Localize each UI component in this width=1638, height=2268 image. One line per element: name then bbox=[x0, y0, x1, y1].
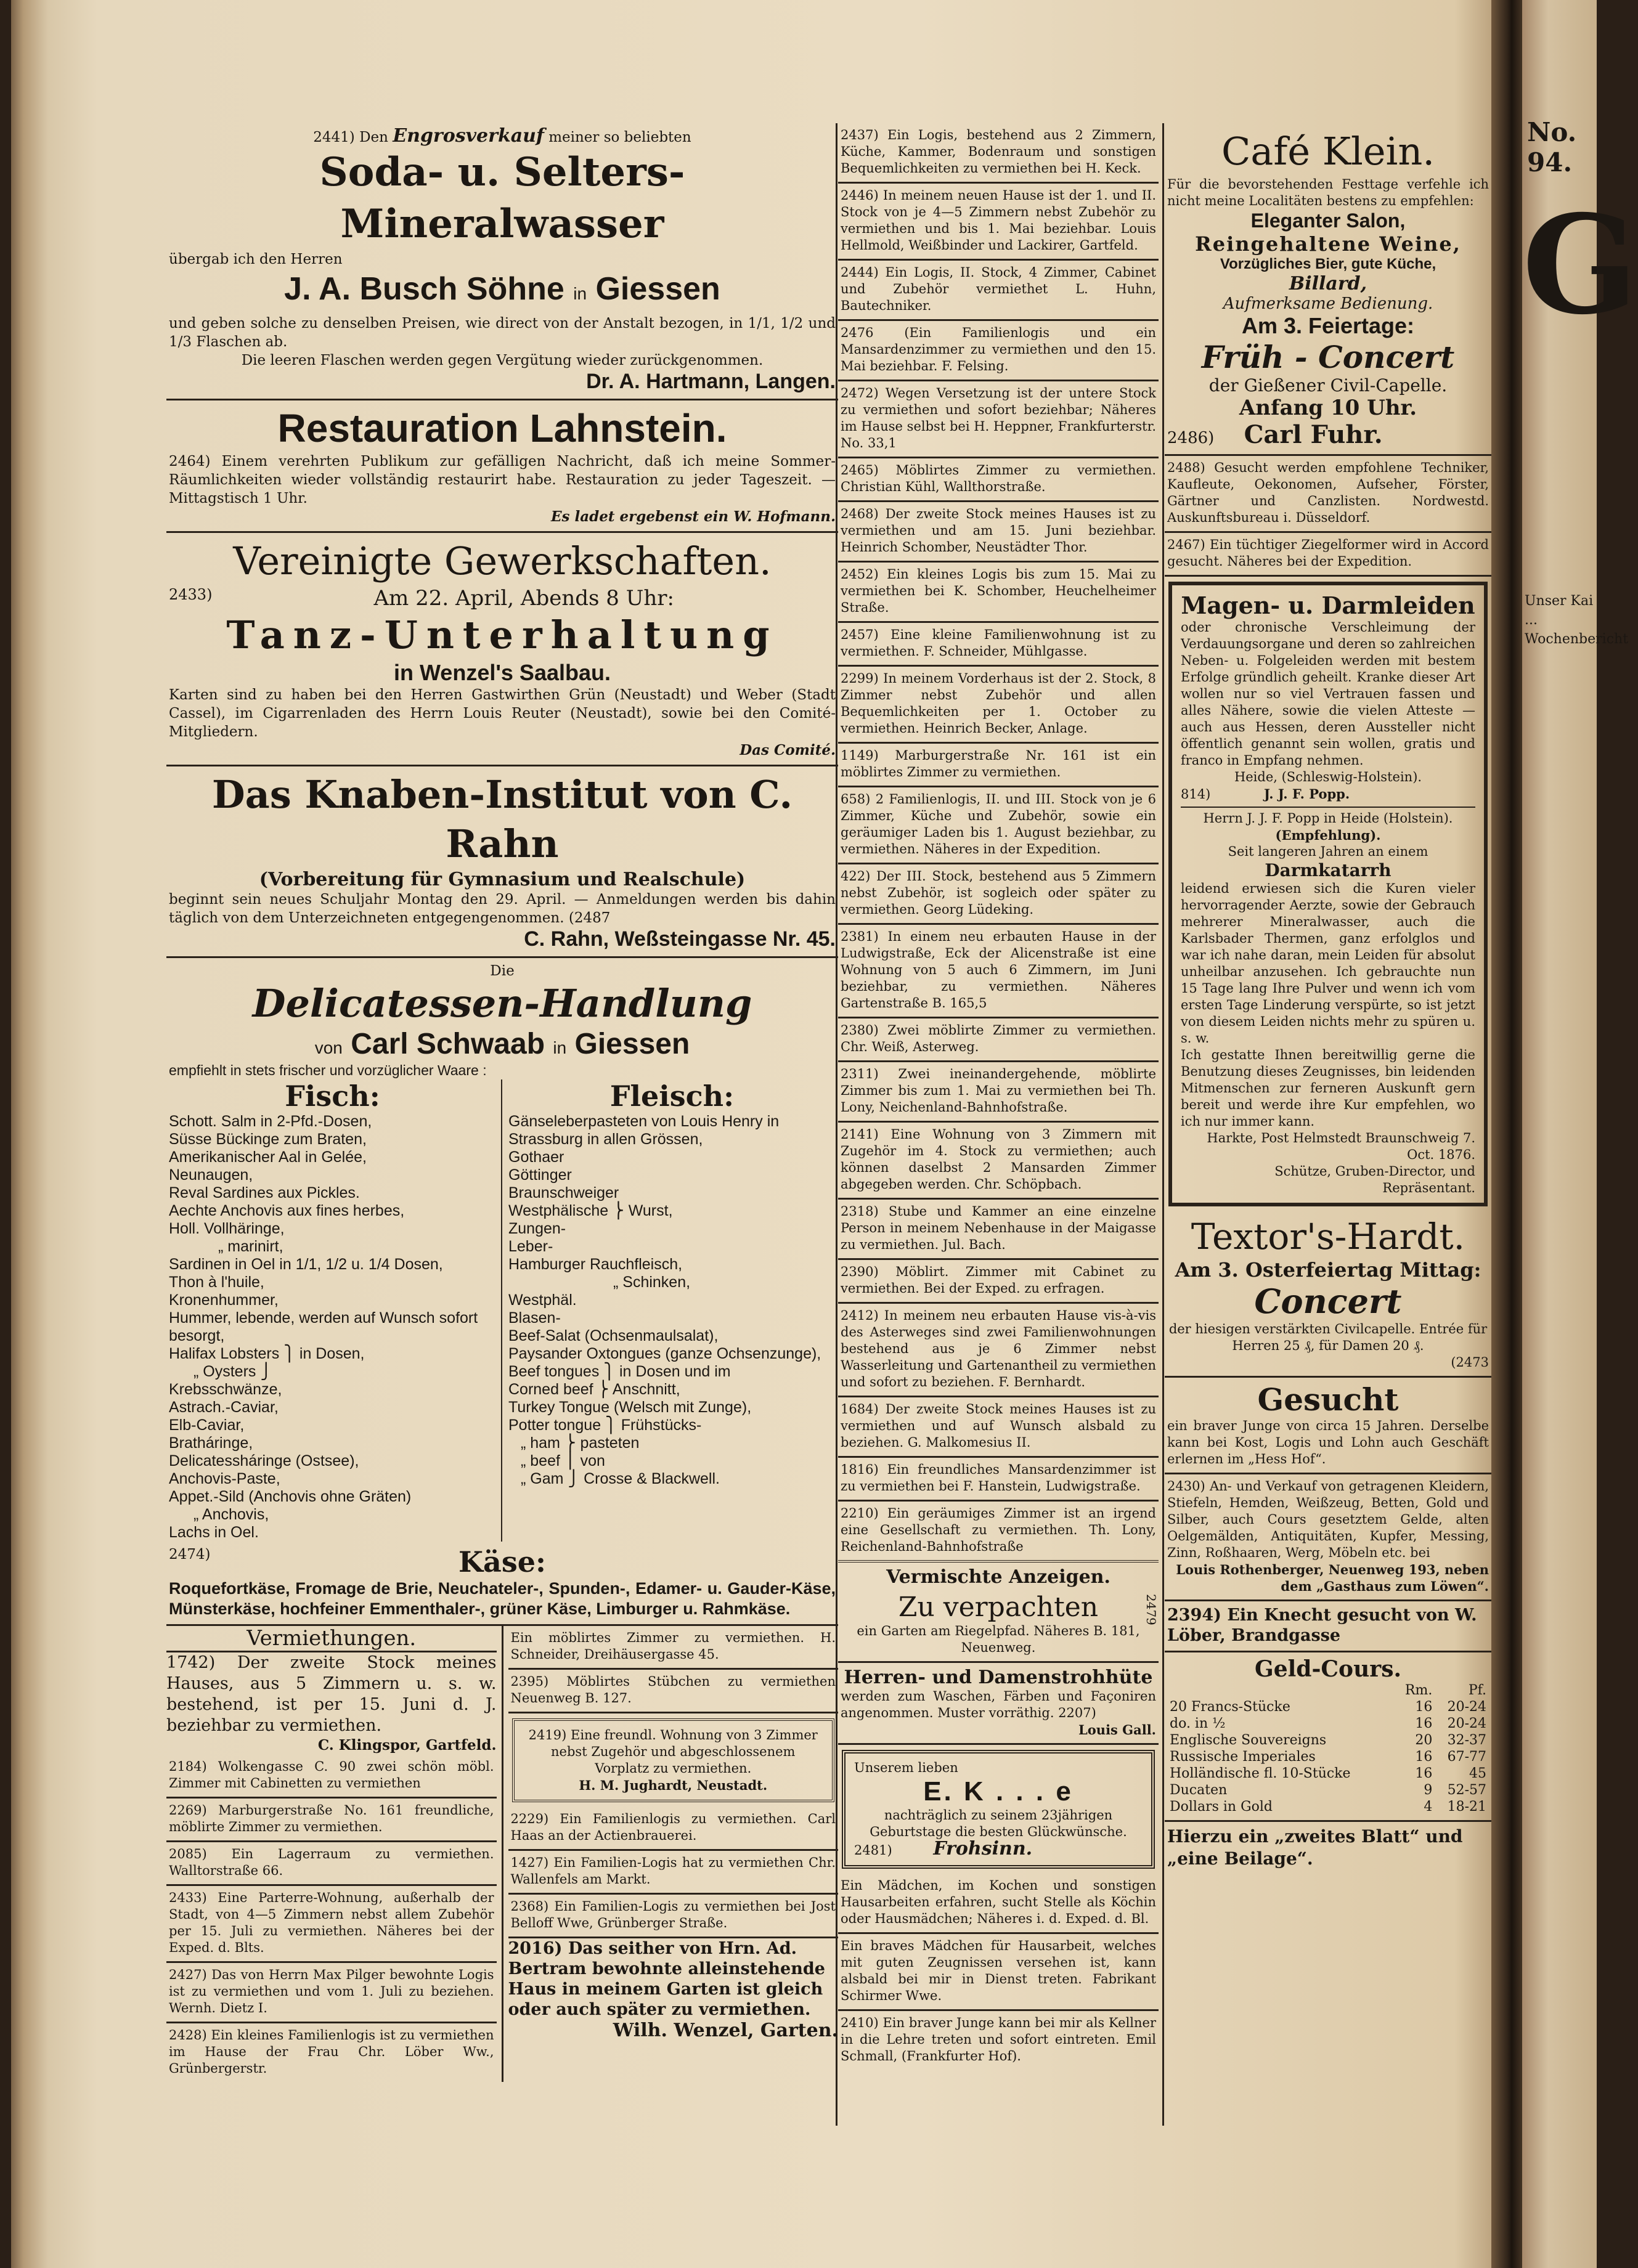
list-item: Braunschweiger bbox=[508, 1184, 619, 1201]
ad-text: Herrn J. J. F. Popp in Heide (Holstein). bbox=[1181, 807, 1475, 827]
mark-value: 9 bbox=[1424, 1782, 1433, 1798]
classified-ad: 2437) Ein Logis, bestehend aus 2 Zimmern, Küche, Kammer, Bodenraum und sonstigen Bequemlichkeiten zu vermiethen bei H. Keck. bbox=[838, 123, 1159, 184]
coin: Russische Imperiales bbox=[1170, 1749, 1316, 1765]
classified-ad: 658) 2 Familienlogis, II. und III. Stock von je 6 Zimmer, Küche und Zubehör, sowie ein geräumiger Laden bis 1. August beziehbar, zu vermiethen. Näheres in der Expedition. bbox=[838, 787, 1159, 864]
rental-ad: 2419) Eine freundl. Wohnung von 3 Zimmer nebst Zugehör und abgeschlossenem Vorplatz zu vermiethen. bbox=[528, 1728, 818, 1776]
list-item: Amerikanischer Aal in Gelée, bbox=[169, 1148, 367, 1166]
die-word: Die bbox=[490, 963, 515, 979]
fish-items bbox=[169, 1113, 496, 1542]
ad-cafe-klein bbox=[1165, 123, 1491, 456]
list-item: Astrach.-Caviar, bbox=[169, 1399, 279, 1416]
ad-signature: C. Rahn, Weßsteingasse Nr. 45. bbox=[524, 927, 836, 951]
ad-headline: Das Knaben-Institut von C. Rahn bbox=[211, 772, 793, 866]
mark-value: 16 bbox=[1415, 1766, 1433, 1781]
rental-ad: 2395) Möblirtes Stübchen zu vermiethen Neuenweg B. 127. bbox=[508, 1670, 839, 1713]
ad-text: 2430) An- und Verkauf von getragenen Kleidern, Stiefeln, Hemden, Weißzeug, Betten, Gold und Silber, auch Cours gesetztem Gelde, alten Oelgemälden, Antiquitäten, Kupfer, Messing, Zinn, Roßhaaren, Werg, Möbeln etc. bei bbox=[1167, 1479, 1489, 1560]
ad-signature: Das Comité. bbox=[740, 742, 836, 758]
list-item: „ Gam ⎭ Crosse & Blackwell. bbox=[521, 1470, 720, 1487]
next-page-text: Unser Kai ... Wochenbericht bbox=[1525, 593, 1629, 647]
classified-ad: 2444) Ein Logis, II. Stock, 4 Zimmer, Cabinet und Zubehör vermiethet L. Huhn, Bautechniker. bbox=[838, 261, 1159, 321]
mark-value: 20 bbox=[1415, 1733, 1433, 1748]
list-item: Zungen- bbox=[508, 1220, 566, 1237]
coin: Ducaten bbox=[1170, 1782, 1228, 1798]
list-item: Gothaer bbox=[508, 1148, 564, 1166]
list-item: Lachs in Oel. bbox=[169, 1524, 259, 1541]
classified-ad: Ein Mädchen, im Kochen und sonstigen Hausarbeiten erfahren, sucht Stelle als Köchin oder Hausmädchen; Näheres i. d. Exped. d. Bl. bbox=[838, 1874, 1159, 1934]
pf-value: 18-21 bbox=[1447, 1799, 1486, 1815]
ad-signature: Carl Fuhr. bbox=[1244, 420, 1383, 449]
rentals-right bbox=[503, 1626, 839, 2082]
ad-text: werden zum Waschen, Färben und Façoniren angenommen. Muster vorräthig. 2207) bbox=[841, 1689, 1156, 1720]
ad-1742: 1742) Der zweite Stock meines Hauses, aus 5 Zimmern u. s. w. bestehend, ist per 15. Juni d. J. beziehbar zu vermiethen. bbox=[166, 1653, 497, 1735]
list-item: Leber- bbox=[508, 1238, 553, 1255]
ad-text: leidend erwiesen sich die Kuren vieler hervorragender Aerzte, sowie der Gebrauch mehrerer Mineralwasser, auch die Karlsbader Thermen, ganz erfolglos und war ich nahe daran, mein Leiden für absolut unheilbar anzusehen. Ich gebrauchte nun 15 Tage lang Ihre Pulver und wenn ich vom ersten Tage Linderung verspürte, so ist jetzt von diesem Leiden nichts mehr zu spüren u. s. w. bbox=[1181, 881, 1475, 1046]
list-item: Beef tongues ⎫ in Dosen und im bbox=[508, 1363, 731, 1380]
rental-ad: 2184) Wolkengasse C. 90 zwei schön möbl. Zimmer mit Cabinetten zu vermiethen bbox=[166, 1755, 497, 1799]
rental-ad: Ein möblirtes Zimmer zu vermiethen. H. Schneider, Dreihäusergasse 45. bbox=[508, 1626, 839, 1670]
ad-headline: Herren- und Damenstrohhüte bbox=[844, 1667, 1153, 1688]
pf-value: 32-37 bbox=[1447, 1733, 1486, 1748]
list-item: „ ham ⎬ pasteten bbox=[521, 1434, 640, 1452]
ad-number: 2433) bbox=[169, 586, 213, 603]
section-heading: Vermischte Anzeigen. bbox=[886, 1566, 1110, 1588]
coin: Dollars in Gold bbox=[1170, 1799, 1273, 1815]
table-row bbox=[1167, 1715, 1489, 1732]
ad-signature: C. Klingspor, Gartfeld. bbox=[317, 1737, 497, 1754]
city: Giessen bbox=[595, 271, 720, 307]
list-item: Potter tongue ⎫ Frühstücks- bbox=[508, 1416, 702, 1434]
list-item: Halifax Lobsters ⎫ in Dosen, bbox=[169, 1345, 365, 1362]
fish-heading: Fisch: bbox=[285, 1079, 380, 1113]
classified-ad: 2412) In meinem neu erbauten Hause vis-à-vis des Asterweges sind zwei Familienwohnungen bestehend aus je 6 Zimmer nebst Wasserleitung und Gartenantheil zu vermiethen und sofort zu beziehen. F. Bernhardt. bbox=[838, 1304, 1159, 1397]
mark-value: 16 bbox=[1415, 1699, 1433, 1715]
city: Giessen bbox=[574, 1028, 690, 1060]
list-item: Süsse Bückinge zum Braten, bbox=[169, 1131, 367, 1148]
next-page-initial: G bbox=[1522, 185, 1638, 344]
box-text: nachträglich zu seinem 23jährigen Geburtstage die besten Glückwünsche. bbox=[870, 1808, 1127, 1839]
list-item: Thon à l'huile, bbox=[169, 1274, 264, 1291]
list-item: „ Schinken, bbox=[613, 1274, 691, 1291]
cafe-line: Reingehaltene Weine, bbox=[1195, 232, 1461, 256]
ad-2430 bbox=[1165, 1474, 1491, 1601]
classified-ad: 1684) Der zweite Stock meines Hauses ist zu vermiethen und auf Wunsch alsbald zu beziehen. G. Malkomesius II. bbox=[838, 1397, 1159, 1458]
ad-text: übergab ich den Herren bbox=[169, 251, 343, 267]
ad-2487 bbox=[166, 766, 838, 958]
ad-text: empfiehlt in stets frischer und vorzüglicher Waare : bbox=[169, 1062, 487, 1078]
ad-headline: Magen- u. Darmleiden bbox=[1181, 591, 1475, 619]
list-item: Hamburger Rauchfleisch, bbox=[508, 1256, 683, 1273]
ad-text: ein Garten am Riegelpfad. Näheres B. 181, Neuenweg. bbox=[857, 1624, 1140, 1655]
ad-2464 bbox=[166, 400, 838, 533]
ad-number: 2474) bbox=[169, 1547, 211, 1563]
list-item: „ Oysters ⎭ bbox=[194, 1363, 272, 1380]
cheese-heading: Käse: bbox=[458, 1545, 546, 1579]
ad-text: Harkte, Post Helmstedt Braunschweig 7. Oct. 1876. bbox=[1207, 1131, 1475, 1162]
ad-gesucht bbox=[1165, 1378, 1491, 1474]
cafe-line: Eleganter Salon, bbox=[1250, 209, 1406, 232]
rental-ad: 2229) Ein Familienlogis zu vermiethen. Carl Haas an der Actienbrauerei. bbox=[508, 1807, 839, 1851]
von-word: von bbox=[314, 1038, 343, 1057]
rentals-heading: Vermiethungen. bbox=[166, 1626, 497, 1652]
ad-headline: Vereinigte Gewerkschaften. bbox=[233, 539, 772, 583]
classified-ad: 2410) Ein braver Junge kann bei mir als Kellner in die Lehre treten und sofort eintreten. Emil Schmall, (Frankfurter Hof). bbox=[841, 2015, 1156, 2063]
ad-text: oder chronische Verschleimung der Verdauungsorgane und deren so zahlreichen Neben- u. Folgeleiden werden mit bestem Erfolge gründlich geheilt. Kranke dieser Art wollen nur so viel Vertrauen fassen und alles Nähere, sowie die vielen Atteste — auch aus Hessen, deren Aussteller nicht öffentlich genannt sein wollen, gratis und franco in Empfang nehmen. bbox=[1181, 620, 1475, 768]
classified-ad: 2299) In meinem Vorderhaus ist der 2. Stock, 8 Zimmer nebst Zubehör und allen Bequemlichkeiten per 1. October zu vermiethen. Heinrich Becker, Anlage. bbox=[838, 667, 1159, 744]
rental-ad: 2085) Ein Lagerraum zu vermiethen. Walltorstraße 66. bbox=[166, 1842, 497, 1886]
rental-ad: 2428) Ein kleines Familienlogis ist zu vermiethen im Hause der Frau Chr. Löber Ww., Grünbergerstr. bbox=[169, 2028, 494, 2076]
mark-value: 16 bbox=[1415, 1749, 1433, 1765]
classified-ad: 422) Der III. Stock, bestehend aus 5 Zimmern nebst Zubehör, ist sogleich oder später zu vermiethen. Georg Lüdeking. bbox=[838, 864, 1159, 925]
ad-2441 bbox=[166, 123, 838, 400]
cafe-line: Vorzügliches Bier, gute Küche, bbox=[1220, 256, 1436, 272]
event-date: Am 22. April, Abends 8 Uhr: bbox=[373, 586, 674, 611]
ad-text: Ich gestatte Ihnen bereitwillig gerne die Benutzung dieses Zeugnisses, bin leidenden Mitmenschen zur ferneren Auskunft gern bereit und werde ihre Kur empfehlen, wo ich nur immer kann. bbox=[1181, 1047, 1475, 1129]
list-item: Bratháringe, bbox=[169, 1434, 253, 1452]
ad-2433 bbox=[166, 533, 838, 766]
ad-signature: Frohsinn. bbox=[933, 1838, 1033, 1860]
column-1 bbox=[166, 123, 838, 2082]
rental-ad: 2433) Eine Parterre-Wohnung, außerhalb der Stadt, von 4—5 Zimmern nebst allem Zubehör per 15. Juli zu vermiethen. Näheres bei der Exped. d. Blts. bbox=[166, 1886, 497, 1963]
ad-number: 2481) bbox=[854, 1843, 892, 1858]
ad-concert: Concert bbox=[1254, 1282, 1402, 1321]
ad-text: (Empfehlung). bbox=[1275, 827, 1381, 843]
ad-signature: Louis Gall. bbox=[1078, 1722, 1156, 1738]
ad-text: Die leeren Flaschen werden gegen Vergütung wieder zurückgenommen. bbox=[241, 352, 764, 368]
ad-text: Darmkatarrh bbox=[1265, 860, 1391, 880]
list-item: Neunaugen, bbox=[169, 1166, 253, 1184]
rental-box-2419 bbox=[512, 1718, 835, 1802]
pf-value: 45 bbox=[1469, 1766, 1486, 1781]
pf-value: 20-24 bbox=[1447, 1699, 1486, 1715]
pf-value: 20-24 bbox=[1447, 1716, 1486, 1731]
ad-headline: Gesucht bbox=[1257, 1381, 1399, 1418]
box-text: Unserem lieben bbox=[854, 1760, 958, 1775]
rentals-block bbox=[166, 1626, 838, 2082]
coin: do. in ½ bbox=[1170, 1716, 1226, 1731]
ad-signature: Es ladet ergebenst ein W. Hofmann. bbox=[551, 508, 836, 525]
list-item: Aechte Anchovis aux fines herbes, bbox=[169, 1202, 405, 1219]
ad-number: 2441) Den bbox=[313, 129, 388, 145]
meat-items bbox=[508, 1113, 836, 1488]
ad-signature: H. M. Jughardt, Neustadt. bbox=[579, 1778, 768, 1793]
cafe-line: Anfang 10 Uhr. bbox=[1239, 396, 1417, 420]
next-page-edge bbox=[1522, 0, 1638, 2268]
table-row bbox=[1167, 1799, 1489, 1815]
list-item: Westphälische ⎬ Wurst, bbox=[508, 1202, 673, 1219]
rentals-left bbox=[166, 1626, 503, 2082]
classified-ad: 2390) Möblirt. Zimmer mit Cabinet zu vermiethen. Bei der Exped. zu erfragen. bbox=[838, 1260, 1159, 1304]
pf-value: 67-77 bbox=[1447, 1749, 1486, 1765]
column-2 bbox=[838, 123, 1159, 2070]
list-item: Appet.-Sild (Anchovis ohne Gräten) bbox=[169, 1488, 412, 1505]
classified-ad: 2465) Möblirtes Zimmer zu vermiethen. Christian Kühl, Wallthorstraße. bbox=[838, 458, 1159, 502]
classified-ad: 2476 (Ein Familienlogis und ein Mansardenzimmer zu vermiethen und den 15. Mai beziehbar. F. Felsing. bbox=[838, 321, 1159, 381]
ad-text: der hiesigen verstärkten Civilcapelle. Entrée für Herren 25 ₰, für Damen 20 ₰. bbox=[1168, 1322, 1488, 1353]
classified-ad: 2318) Stube und Kammer an eine einzelne Person in meinem Nebenhause in der Maigasse zu vermiethen. Jul. Bach. bbox=[838, 1200, 1159, 1260]
classified-ad: 2210) Ein geräumiges Zimmer ist an irgend eine Gesellschaft zu vermiethen. Th. Lony, Reichenland-Bahnhofstraße bbox=[838, 1502, 1159, 1563]
list-item: „ Anchovis, bbox=[194, 1506, 269, 1523]
classified-ad: 2472) Wegen Versetzung ist der untere Stock zu vermiethen und sofort beziehbar; Näheres im Hause selbst bei H. Heppner, Frankfurterstr. No. 33,1 bbox=[838, 381, 1159, 458]
table-row bbox=[1167, 1782, 1489, 1799]
ad-headline: Zu verpachten bbox=[898, 1591, 1099, 1623]
list-item: Paysander Oxtongues (ganze Ochsenzunge), bbox=[508, 1345, 821, 1362]
ad-2394: 2394) Ein Knecht gesucht von W. Löber, Brandgasse bbox=[1165, 1601, 1491, 1652]
classified-ad: 2468) Der zweite Stock meines Hauses ist zu vermiethen und am 15. Juni beziehbar. Heinrich Schomber, Neustädter Thor. bbox=[838, 502, 1159, 563]
meat-heading: Fleisch: bbox=[609, 1079, 735, 1113]
ad-signature: Dr. A. Hartmann, Langen. bbox=[586, 370, 836, 393]
ad-2479 bbox=[838, 1588, 1159, 1663]
list-item: Göttinger bbox=[508, 1166, 572, 1184]
rental-ad: 2269) Marburgerstraße No. 161 freundliche, möblirte Zimmer zu vermiethen. bbox=[166, 1799, 497, 1842]
ad-text: meiner so beliebten bbox=[548, 129, 691, 145]
rental-ad: 2368) Ein Familien-Logis zu vermiethen bei Jost Belloff Wwe, Grünberger Straße. bbox=[508, 1895, 839, 1938]
cheese-text: Roquefortkäse, Fromage de Brie, Neuchateler-, Spunden-, Edamer- u. Gauder-Käse, Münsterkäse, hochfeiner Emmenthaler-, grüner Käse, Limburger u. Rahmkäse. bbox=[169, 1579, 836, 1618]
cafe-line: Am 3. Feiertage: bbox=[1241, 313, 1415, 338]
cafe-line: Aufmerksame Bedienung. bbox=[1223, 295, 1433, 313]
list-item: „ beef ⎪ von bbox=[521, 1452, 605, 1469]
rental-ad: 2016) Das seither von Hrn. Ad. Bertram bewohnte alleinstehende Haus in meinem Garten ist gleich oder auch später zu vermiethen. bbox=[508, 1939, 825, 2019]
box-name: E. K . . . e bbox=[923, 1776, 1074, 1807]
classified-ad: 2446) In meinem neuen Hause ist der 1. und II. Stock von je 4—5 Zimmern nebst Zubehör zu vermiethen und bis 1. Mai beziehbar. Louis Hellmold, Weißbinder und Lackirer, Gartfeld. bbox=[838, 184, 1159, 261]
ad-text: und geben solche zu denselben Preisen, wie direct von der Anstalt bezogen, in 1/1, 1/2 und 1/3 Flaschen ab. bbox=[169, 315, 836, 350]
classified-ad: 2452) Ein kleines Logis bis zum 15. Mai zu vermiethen bei K. Schomber, Heuchelheimer Straße. bbox=[838, 563, 1159, 623]
ad-signature: Louis Rothenberger, Neuenweg 193, neben dem „Gasthaus zum Löwen“. bbox=[1176, 1562, 1489, 1594]
ad-number: 814) bbox=[1181, 787, 1211, 802]
firm-name: J. A. Busch Söhne bbox=[284, 271, 564, 307]
event-place: in Wenzel's Saalbau. bbox=[393, 660, 611, 685]
coin: Englische Souvereigns bbox=[1170, 1733, 1327, 1748]
table-row bbox=[1167, 1732, 1489, 1749]
list-item: Blasen- bbox=[508, 1309, 561, 1327]
table-row bbox=[1167, 1749, 1489, 1765]
column-rule-2 bbox=[1162, 123, 1164, 2126]
list-item: Kronenhummer, bbox=[169, 1291, 279, 1309]
list-item: Schott. Salm in 2-Pfd.-Dosen, bbox=[169, 1113, 372, 1130]
ad-text: ein braver Junge von circa 15 Jahren. Derselbe kann bei Kost, Logis und Lohn auch Geschäft erlernen im „Hess Hof“. bbox=[1167, 1418, 1489, 1466]
ad-delicatessen bbox=[166, 958, 838, 1626]
list-item: „ marinirt, bbox=[218, 1238, 283, 1255]
firm-name: Carl Schwaab bbox=[351, 1028, 545, 1060]
rates-heading: Geld-Cours. bbox=[1254, 1656, 1402, 1682]
mark-value: 16 bbox=[1415, 1716, 1433, 1731]
list-item: Hummer, lebende, werden auf Wunsch sofort besorgt, bbox=[169, 1309, 478, 1344]
event-title: Tanz-Unterhaltung bbox=[226, 612, 778, 657]
column-header: Pf. bbox=[1468, 1683, 1486, 1698]
ad-headline: Delicatessen-Handlung bbox=[252, 981, 752, 1026]
engros: Engrosverkauf bbox=[393, 125, 544, 147]
column-header: Rm. bbox=[1404, 1683, 1433, 1698]
list-item: Anchovis-Paste, bbox=[169, 1470, 280, 1487]
list-item: Elb-Caviar, bbox=[169, 1416, 245, 1434]
list-item: Reval Sardines aux Pickles. bbox=[169, 1184, 360, 1201]
classified-ad: Ein braves Mädchen für Hausarbeit, welches mit guten Zeugnissen versehen ist, kann alsbald bei mir in Dienst treten. Fabrikant Schirmer Wwe. bbox=[838, 1934, 1159, 2011]
ad-text: Heide, (Schleswig-Holstein). bbox=[1234, 770, 1422, 784]
cafe-concert: Früh - Concert bbox=[1201, 339, 1455, 375]
table-row bbox=[1167, 1699, 1489, 1715]
ad-text: Für die bevorstehenden Festtage verfehle ich nicht meine Localitäten bestens zu empfehlen: bbox=[1167, 177, 1489, 208]
list-item: Sardinen in Oel in 1/1, 1/2 u. 1/4 Dosen, bbox=[169, 1256, 443, 1273]
ad-subtitle: (Vorbereitung für Gymnasium und Realschule) bbox=[259, 869, 746, 890]
list-item: Beef-Salat (Ochsenmaulsalat), bbox=[508, 1327, 719, 1344]
fish-list bbox=[169, 1079, 502, 1542]
ad-headline: Restauration Lahnstein. bbox=[277, 406, 727, 450]
in-word: in bbox=[573, 284, 587, 303]
birthday-box bbox=[842, 1750, 1155, 1869]
cafe-line: der Gießener Civil-Capelle. bbox=[1208, 375, 1448, 396]
classified-ad: 2488) Gesucht werden empfohlene Techniker, Kaufleute, Oekonomen, Aufseher, Förster, Gärtner und Canzlisten. Nordwestd. Auskunftsbureau i. Düsseldorf. bbox=[1165, 456, 1491, 533]
table-header bbox=[1167, 1682, 1489, 1699]
list-item: Gänseleberpasteten von Louis Henry in Strassburg in allen Grössen, bbox=[508, 1113, 780, 1148]
ad-signature: Schütze, Gruben-Director, und Repräsentant. bbox=[1274, 1164, 1475, 1195]
coin: 20 Francs-Stücke bbox=[1170, 1699, 1290, 1715]
coin: Holländische fl. 10-Stücke bbox=[1170, 1766, 1351, 1781]
footer-note: Hierzu ein „zweites Blatt“ und „eine Beilage“. bbox=[1167, 1826, 1463, 1869]
classified-ad: 2380) Zwei möblirte Zimmer zu vermiethen. Chr. Weiß, Asterweg. bbox=[838, 1018, 1159, 1062]
money-rates bbox=[1165, 1652, 1491, 1822]
ad-number: 2486) bbox=[1167, 429, 1215, 447]
list-item: Delicatessháringe (Ostsee), bbox=[169, 1452, 359, 1469]
list-item: Westphäl. bbox=[508, 1291, 577, 1309]
classified-ad: 1816) Ein freundliches Mansardenzimmer ist zu vermiethen bei F. Hanstein, Ludwigstraße. bbox=[838, 1458, 1159, 1502]
classified-ad: 2457) Eine kleine Familienwohnung ist zu vermiethen. F. Schneider, Mühlgasse. bbox=[838, 623, 1159, 667]
classified-ad: 1149) Marburgerstraße Nr. 161 ist ein möblirtes Zimmer zu vermiethen. bbox=[838, 744, 1159, 787]
ad-number: (2473 bbox=[1451, 1355, 1489, 1370]
list-item: Corned beef ⎬ Anschnitt, bbox=[508, 1381, 680, 1398]
ad-headline: Café Klein. bbox=[1221, 129, 1435, 174]
ad-text: Seit langeren Jahren an einem bbox=[1228, 844, 1428, 859]
cafe-line: Billard, bbox=[1289, 273, 1367, 295]
ad-magen-darm bbox=[1168, 582, 1488, 1206]
next-page-number: No. 94. bbox=[1527, 117, 1577, 177]
meat-list bbox=[502, 1079, 836, 1542]
ad-number: 2479 bbox=[1144, 1594, 1159, 1625]
rental-ad: 1427) Ein Familien-Logis hat zu vermiethen Chr. Wallenfels am Markt. bbox=[508, 1851, 839, 1895]
rental-ad: 2427) Das von Herrn Max Pilger bewohnte Logis ist zu vermiethen und vom 1. Juli zu beziehen. Wernh. Dietz I. bbox=[166, 1963, 497, 2023]
classified-ad: 2141) Eine Wohnung von 3 Zimmern mit Zugehör im 4. Stock zu vermiethen; auch können daselbst 2 Mansarden Zimmer abgegeben werden. Chr. Schöpbach. bbox=[838, 1123, 1159, 1200]
ad-signature: Wilh. Wenzel, Garten. bbox=[613, 2020, 838, 2041]
classified-ad: 2467) Ein tüchtiger Ziegelformer wird in Accord gesucht. Näheres bei der Expedition. bbox=[1165, 533, 1491, 577]
pf-value: 52-57 bbox=[1447, 1782, 1486, 1798]
classified-ad: 2381) In einem neu erbauten Hause in der Ludwigstraße, Eck der Alicenstraße ist eine Wohnung von 5 auch 6 Zimmern, im Juni beziehbar, zu vermiethen. Näheres Gartenstraße B. 165,5 bbox=[838, 925, 1159, 1018]
classified-ad: 2311) Zwei ineinandergehende, möblirte Zimmer bis zum 1. Mai zu vermiethen bei Th. Lony, Neichenland-Bahnhofstraße. bbox=[838, 1062, 1159, 1123]
ad-text: 2464) Einem verehrten Publikum zur gefälligen Nachricht, daß ich meine Sommer-Räumlichkeiten wieder vollständig restaurirt habe. Restauration zu jeder Tageszeit. — Mittagstisch 1 Uhr. bbox=[169, 453, 836, 506]
rates-table bbox=[1167, 1682, 1489, 1815]
ad-text: Karten sind zu haben bei den Herren Gastwirthen Grün (Neustadt) und Weber (Stadt Cassel), im Cigarrenladen des Herrn Louis Reuter (Neustadt), sowie bei den Comité-Mitgliedern. bbox=[169, 687, 836, 740]
ad-headline: Soda- u. Selters-Mineralwasser bbox=[319, 149, 685, 247]
in-word: in bbox=[553, 1038, 567, 1057]
ad-headline: Textor's-Hardt. bbox=[1191, 1216, 1465, 1258]
list-item: Turkey Tongue (Welsch mit Zunge), bbox=[508, 1399, 752, 1416]
column-3 bbox=[1165, 123, 1491, 1874]
list-item: Holl. Vollhäringe, bbox=[169, 1220, 285, 1237]
ad-textors-hardt bbox=[1165, 1211, 1491, 1378]
list-item: Krebsschwänze, bbox=[169, 1381, 282, 1398]
ad-text: Am 3. Osterfeiertag Mittag: bbox=[1175, 1258, 1481, 1282]
ad-2207 bbox=[838, 1663, 1159, 1745]
ad-text: beginnt sein neues Schuljahr Montag den 29. April. — Anmeldungen werden bis dahin täglich von dem Unterzeichneten entgegengenommen. (2487 bbox=[169, 892, 836, 926]
ad-signature: J. J. F. Popp. bbox=[1263, 786, 1350, 802]
mark-value: 4 bbox=[1424, 1799, 1433, 1815]
table-row bbox=[1167, 1765, 1489, 1782]
